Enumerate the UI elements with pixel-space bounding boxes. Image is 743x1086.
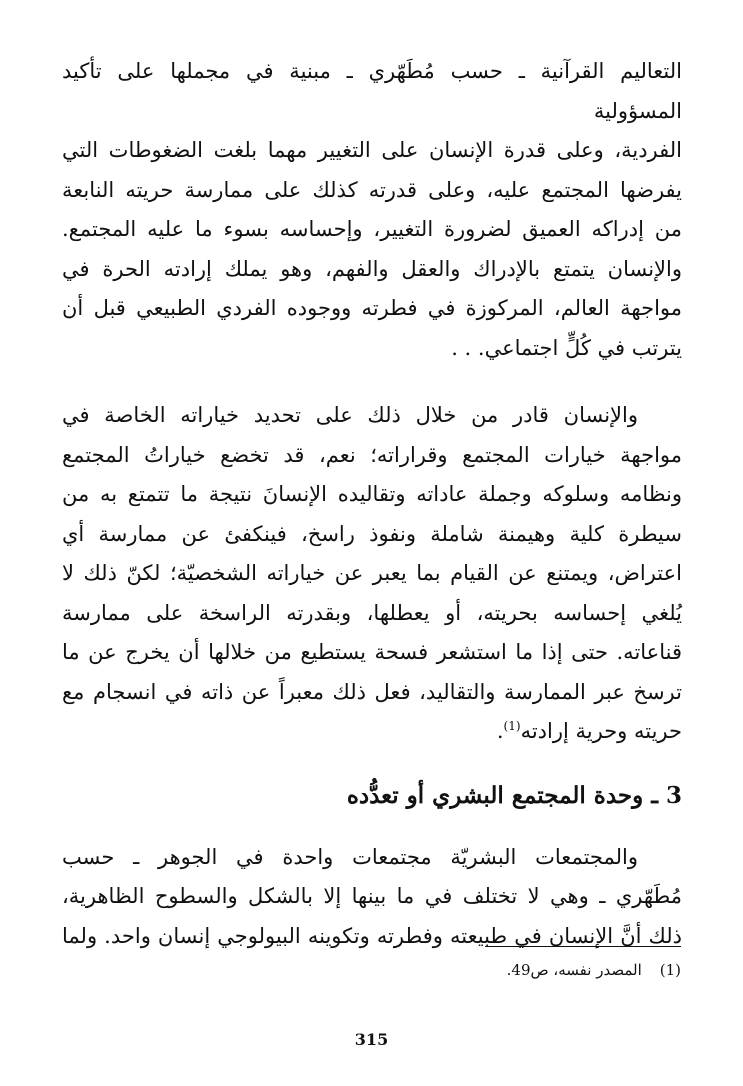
footnote-number: (1) bbox=[659, 961, 681, 979]
text-line: مُطَهّري ـ وهي لا تختلف في ما بينها إلا بالشكل والسطوح الظاهرية، bbox=[62, 884, 682, 908]
text-line: مواجهة خيارات المجتمع وقراراته؛ نعم، قد تخضع خياراتُ المجتمع bbox=[62, 442, 682, 467]
footnote bbox=[61, 958, 681, 982]
section-heading: 3 ـ وحدة المجتمع البشري أو تعدُّده bbox=[346, 781, 682, 809]
text-line: حريته وحرية إرادته bbox=[520, 719, 682, 743]
text-line: يفرضها المجتمع عليه، وعلى قدرته كذلك على ممارسة حريته النابعة bbox=[62, 177, 682, 202]
text-line: من إدراكه العميق لضرورة التغيير، وإحساسه بسوء ما عليه المجتمع. bbox=[62, 217, 682, 241]
section-gap bbox=[62, 818, 682, 838]
footnote-text: المصدر نفسه، ص49. bbox=[506, 961, 642, 979]
section-gap bbox=[62, 752, 682, 774]
text-line: يترتب في كُلٍّ اجتماعي. . . bbox=[451, 335, 682, 360]
text-line: والإنسان قادر من خلال ذلك على تحديد خياراته الخاصة في bbox=[62, 403, 638, 427]
paragraph-gap bbox=[62, 368, 682, 396]
text-line: اعتراض، ويمتنع عن القيام بما يعبر عن خياراته الشخصيّة؛ لكنّ ذلك لا bbox=[62, 561, 682, 585]
text-line: الفردية، وعلى قدرة الإنسان على التغيير مهما بلغت الضغوطات التي bbox=[62, 138, 682, 162]
text-line: ونظامه وسلوكه وجملة عاداته وتقاليده الإنسانَ نتيجة ما تتمتع به من bbox=[62, 482, 682, 506]
text-line-with-footnote bbox=[62, 712, 682, 752]
paragraph-3 bbox=[62, 838, 682, 957]
footnote-separator bbox=[485, 946, 681, 947]
text-line: والإنسان يتمتع بالإدراك والعقل والفهم، وهو يملك إرادته الحرة في bbox=[62, 256, 682, 281]
text-line: ترسخ عبر الممارسة والتقاليد، فعل ذلك معبراً عن ذاته في انسجام مع bbox=[62, 679, 682, 704]
text-line: قناعاته. حتى إذا ما استشعر فسحة يستطيع من خلالها أن يخرج عن ما bbox=[62, 640, 682, 664]
footnote-reference[interactable]: (1) bbox=[503, 719, 521, 733]
paragraph-1 bbox=[62, 52, 682, 368]
page-body bbox=[62, 52, 682, 956]
text-line: سيطرة كلية وهيمنة شاملة ونفوذ راسخ، فينكفئ عن ممارسة أي bbox=[62, 521, 682, 546]
text-line: ذلك أنَّ الإنسان في طبيعته وفطرته وتكوينه البيولوجي إنسان واحد. ولما bbox=[62, 923, 682, 948]
text-line: التعاليم القرآنية ـ حسب مُطَهّري ـ مبنية في مجملها على تأكيد المسؤولية bbox=[62, 59, 682, 123]
sentence-end: . bbox=[496, 719, 504, 743]
page-number: 315 bbox=[354, 1030, 389, 1049]
text-line: يُلغي إحساسه بحريته، أو يعطلها، وبقدرته الراسخة على ممارسة bbox=[62, 600, 682, 625]
text-line: والمجتمعات البشريّة مجتمعات واحدة في الجوهر ـ حسب bbox=[62, 844, 638, 869]
paragraph-2 bbox=[62, 396, 682, 752]
text-line: مواجهة العالم، المركوزة في فطرته ووجوده الفردي الطبيعي قبل أن bbox=[62, 296, 682, 320]
